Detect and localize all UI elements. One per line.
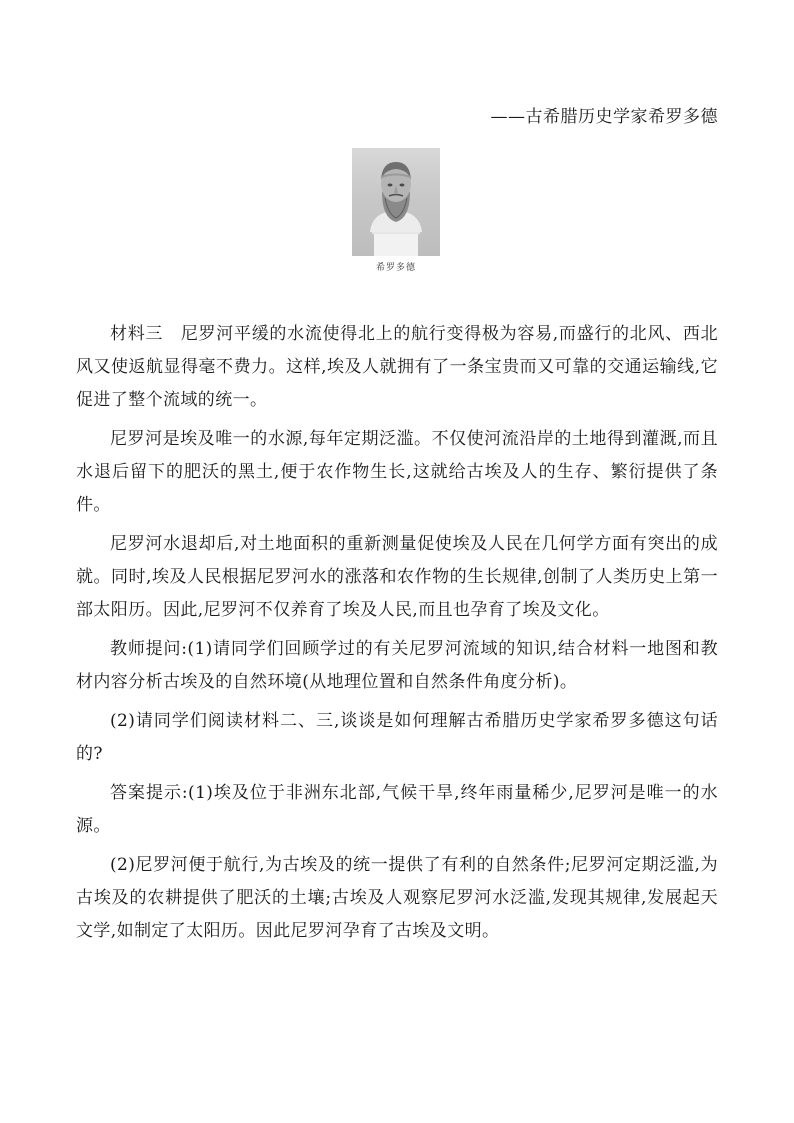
paragraph-teacher-question-1: 教师提问:(1)请同学们回顾学过的有关尼罗河流域的知识,结合材料一地图和教材内容分析古埃及的自然环境(从地理位置和自然条件角度分析)。 bbox=[76, 639, 718, 692]
paragraph-material-three: 材料三 尼罗河平缓的水流使得北上的航行变得极为容易,而盛行的北风、西北风又使返航显得毫不费力。这样,埃及人就拥有了一条宝贵而又可靠的交通运输线,它促进了整个流域的统一。 bbox=[76, 324, 718, 410]
main-text bbox=[76, 318, 718, 954]
figure-caption: 希罗多德 bbox=[375, 263, 416, 273]
bust-statue-icon bbox=[352, 148, 440, 256]
paragraph-answer-2: (2)尼罗河便于航行,为古埃及的统一提供了有利的自然条件;尼罗河定期泛滥,为古埃及的农耕提供了肥沃的土壤;古埃及人观察尼罗河水泛滥,发现其规律,发展起天文学,如制定了太阳历。因此尼罗河孕育了古埃及文明。 bbox=[76, 855, 718, 941]
quote-attribution: ——古希腊历史学家希罗多德 bbox=[490, 107, 718, 127]
herodotus-figure bbox=[352, 148, 440, 273]
paragraph-teacher-question-2: (2)请同学们阅读材料二、三,谈谈是如何理解古希腊历史学家希罗多德这句话的? bbox=[76, 711, 718, 764]
paragraph-nile-water-source: 尼罗河是埃及唯一的水源,每年定期泛滥。不仅使河流沿岸的土地得到灌溉,而且水退后留下的肥沃的黑土,便于农作物生长,这就给古埃及人的生存、繁衍提供了条件。 bbox=[76, 429, 718, 515]
paragraph-nile-culture: 尼罗河水退却后,对土地面积的重新测量促使埃及人民在几何学方面有突出的成就。同时,埃及人民根据尼罗河水的涨落和农作物的生长规律,创制了人类历史上第一部太阳历。因此,尼罗河不仅养育了埃及人民,而且也孕育了埃及文化。 bbox=[76, 534, 718, 620]
paragraph-answer-1: 答案提示:(1)埃及位于非洲东北部,气候干旱,终年雨量稀少,尼罗河是唯一的水源。 bbox=[76, 783, 718, 836]
